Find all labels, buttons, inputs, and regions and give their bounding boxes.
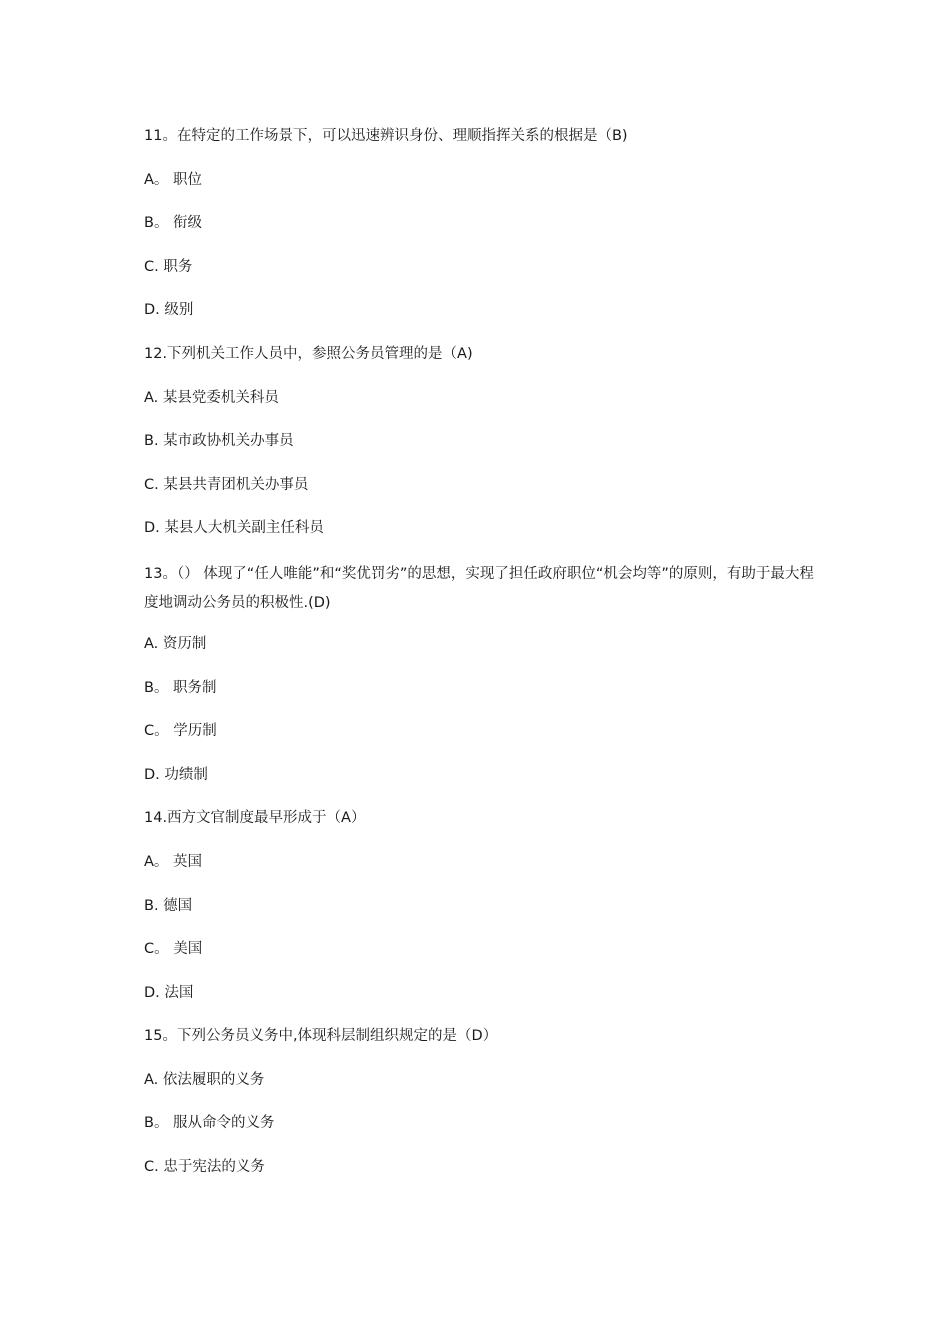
- option-14-d: D. 法国: [144, 984, 194, 1001]
- option-13-d: D. 功绩制: [144, 766, 208, 783]
- option-14-b: B. 德国: [144, 897, 193, 914]
- question-14: 14.西方文官制度最早形成于（A）: [144, 810, 366, 827]
- question-list: [144, 124, 814, 1199]
- option-13-b: B。 职务制: [144, 679, 217, 696]
- option-12-d: D. 某县人大机关副主任科员: [144, 520, 324, 537]
- option-11-c: C. 职务: [144, 258, 193, 275]
- question-12: 12.下列机关工作人员中，参照公务员管理的是（A): [144, 345, 473, 362]
- question-13: 13。（） 体现了“任人唯能”和“奖优罚劣”的思想，实现了担任政府职位“机会均等”的原则，有助于最大程度地调动公务员的积极性.(D): [144, 565, 814, 611]
- option-12-a: A. 某县党委机关科员: [144, 389, 279, 406]
- option-11-a: A。 职位: [144, 171, 203, 188]
- option-14-a: A。 英国: [144, 853, 203, 870]
- option-12-b: B. 某市政协机关办事员: [144, 433, 294, 450]
- option-11-b: B。 衔级: [144, 215, 203, 232]
- option-12-c: C. 某县共青团机关办事员: [144, 476, 309, 493]
- option-11-d: D. 级别: [144, 302, 194, 319]
- option-15-c: C. 忠于宪法的义务: [144, 1159, 265, 1176]
- option-15-b: B。 服从命令的义务: [144, 1115, 275, 1132]
- question-11: 11。在特定的工作场景下，可以迅速辨识身份、理顺指挥关系的根据是（B): [144, 128, 628, 144]
- option-14-c: C。 美国: [144, 941, 203, 958]
- option-13-a: A. 资历制: [144, 635, 207, 652]
- option-13-c: C。 学历制: [144, 723, 217, 740]
- question-15: 15。下列公务员义务中,体现科层制组织规定的是（D）: [144, 1028, 498, 1045]
- option-15-a: A. 依法履职的义务: [144, 1071, 265, 1088]
